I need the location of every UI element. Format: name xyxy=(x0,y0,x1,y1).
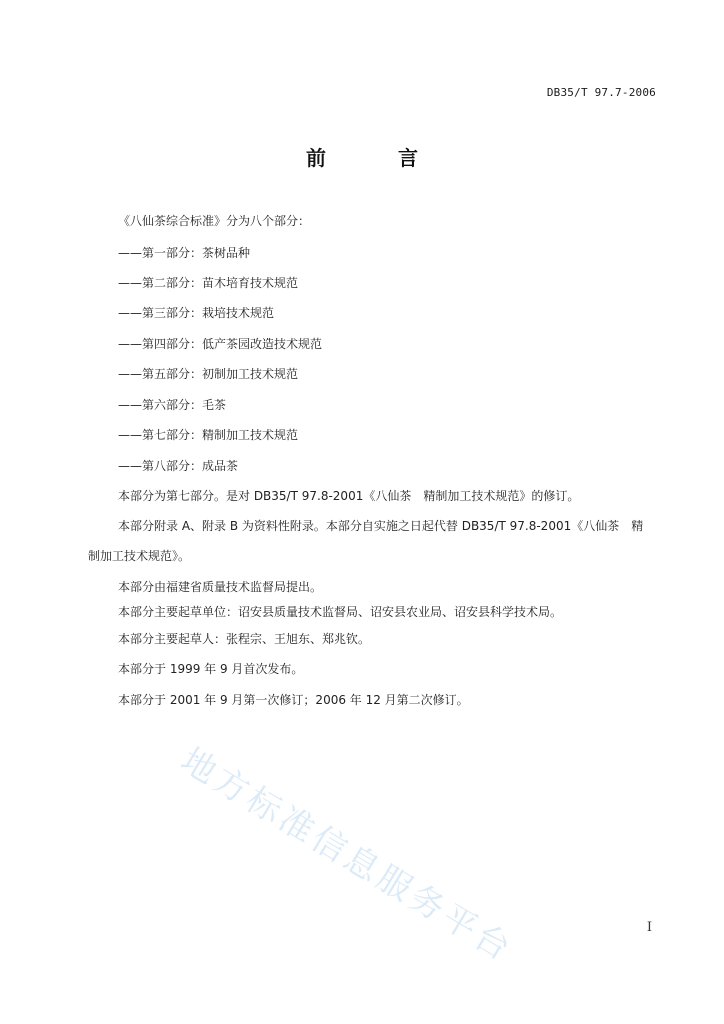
appendix-note-line-2: 制加工技术规范》。 xyxy=(88,549,191,563)
appendix-note-line-1: 本部分附录 A、附录 B 为资料性附录。本部分自实施之日起代替 DB35/T 97.8-2001《八仙茶 精 xyxy=(118,519,644,533)
revision-note: 本部分为第七部分。是对 DB35/T 97.8-2001《八仙茶 精制加工技术规范》的修订。 xyxy=(118,489,580,503)
drafters-note: 本部分主要起草人：张程宗、王旭东、郑兆钦。 xyxy=(118,632,371,646)
part-item-3: ——第三部分：栽培技术规范 xyxy=(118,306,275,320)
part-item-4: ——第四部分：低产茶园改造技术规范 xyxy=(118,337,323,351)
page-number: I xyxy=(646,920,652,935)
intro-text: 《八仙茶综合标准》分为八个部分： xyxy=(118,214,311,228)
drafting-units-note: 本部分主要起草单位：诏安县质量技术监督局、诏安县农业局、诏安县科学技术局。 xyxy=(118,605,563,619)
part-item-7: ——第七部分：精制加工技术规范 xyxy=(118,428,299,442)
page-title xyxy=(0,142,724,171)
document-code: DB35/T 97.7-2006 xyxy=(546,86,656,99)
part-item-5: ——第五部分：初制加工技术规范 xyxy=(118,367,299,381)
revisions-note: 本部分于 2001 年 9 月第一次修订；2006 年 12 月第二次修订。 xyxy=(118,693,469,707)
part-item-2: ——第二部分：苗木培育技术规范 xyxy=(118,276,299,290)
part-item-8: ——第八部分：成品茶 xyxy=(118,459,239,473)
watermark: 地方标准信息服务平台 xyxy=(173,740,521,971)
first-issue-note: 本部分于 1999 年 9 月首次发布。 xyxy=(118,662,304,676)
proposer-note: 本部分由福建省质量技术监督局提出。 xyxy=(118,580,323,594)
title-char-2: 言 xyxy=(398,146,418,170)
part-item-6: ——第六部分：毛茶 xyxy=(118,398,227,412)
title-char-1: 前 xyxy=(306,146,326,170)
part-item-1: ——第一部分：茶树品种 xyxy=(118,246,251,260)
